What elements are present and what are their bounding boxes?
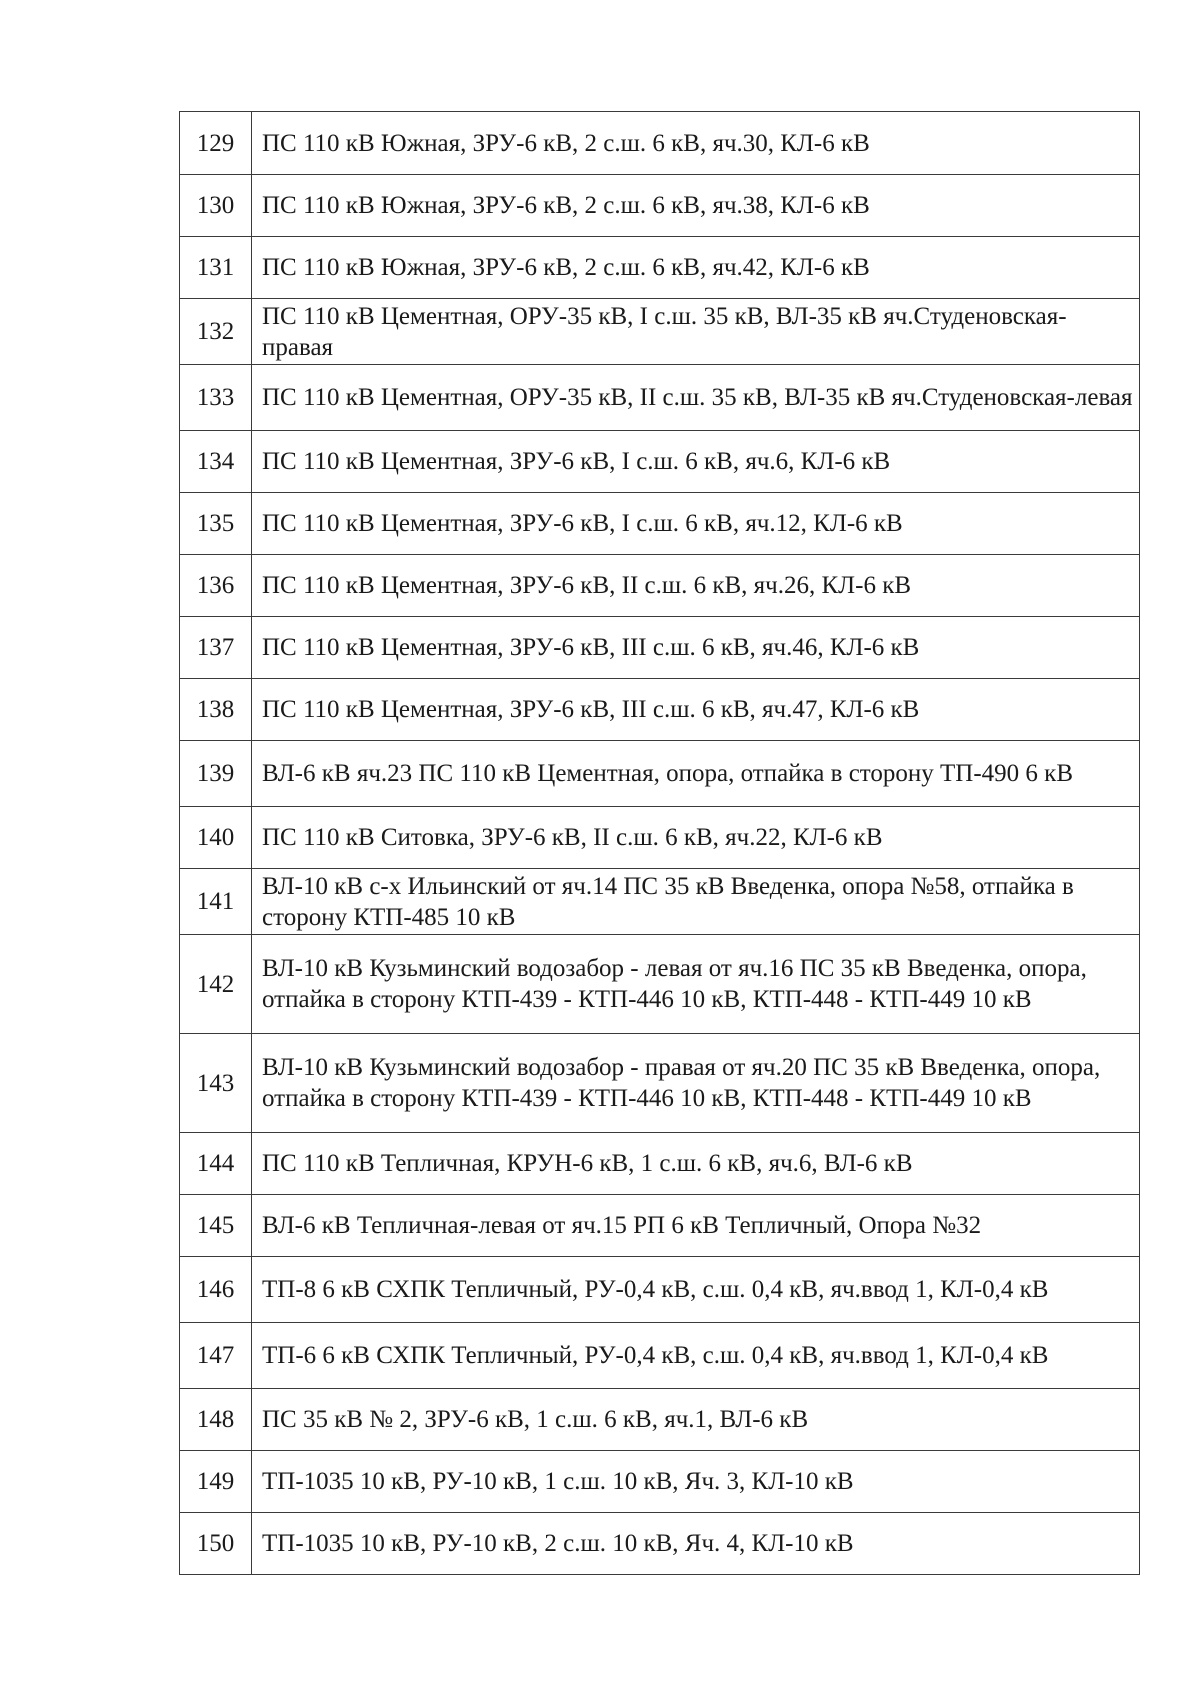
row-description: ВЛ-10 кВ с-х Ильинский от яч.14 ПС 35 кВ Введенка, опора №58, отпайка в сторону КТП-485 10 кВ <box>252 869 1140 935</box>
row-number: 139 <box>180 741 252 807</box>
row-number: 147 <box>180 1323 252 1389</box>
row-description: ВЛ-6 кВ яч.23 ПС 110 кВ Цементная, опора, отпайка в сторону ТП-490 6 кВ <box>252 741 1140 807</box>
row-number: 133 <box>180 365 252 431</box>
row-description: ПС 110 кВ Цементная, ЗРУ-6 кВ, I с.ш. 6 кВ, яч.6, КЛ-6 кВ <box>252 431 1140 493</box>
table-row <box>180 112 1140 175</box>
table-row <box>180 741 1140 807</box>
row-description: ПС 35 кВ № 2, ЗРУ-6 кВ, 1 с.ш. 6 кВ, яч.1, ВЛ-6 кВ <box>252 1389 1140 1451</box>
table-row <box>180 1389 1140 1451</box>
table-row <box>180 807 1140 869</box>
table-row <box>180 935 1140 1034</box>
row-description: ПС 110 кВ Южная, ЗРУ-6 кВ, 2 с.ш. 6 кВ, яч.30, КЛ-6 кВ <box>252 112 1140 175</box>
table-row <box>180 237 1140 299</box>
row-description: ВЛ-10 кВ Кузьминский водозабор - левая от яч.16 ПС 35 кВ Введенка, опора, отпайка в сторону КТП-439 - КТП-446 10 кВ, КТП-448 - КТП-449 10 кВ <box>252 935 1140 1034</box>
row-description: ПС 110 кВ Цементная, ЗРУ-6 кВ, III с.ш. 6 кВ, яч.46, КЛ-6 кВ <box>252 617 1140 679</box>
row-description: ВЛ-10 кВ Кузьминский водозабор - правая от яч.20 ПС 35 кВ Введенка, опора, отпайка в сторону КТП-439 - КТП-446 10 кВ, КТП-448 - КТП-449 10 кВ <box>252 1034 1140 1133</box>
row-number: 141 <box>180 869 252 935</box>
row-number: 145 <box>180 1195 252 1257</box>
row-description: ПС 110 кВ Тепличная, КРУН-6 кВ, 1 с.ш. 6 кВ, яч.6, ВЛ-6 кВ <box>252 1133 1140 1195</box>
row-number: 144 <box>180 1133 252 1195</box>
row-number: 132 <box>180 299 252 365</box>
row-number: 149 <box>180 1451 252 1513</box>
row-description: ТП-8 6 кВ СХПК Тепличный, РУ-0,4 кВ, с.ш. 0,4 кВ, яч.ввод 1, КЛ-0,4 кВ <box>252 1257 1140 1323</box>
table-row <box>180 299 1140 365</box>
table-row <box>180 493 1140 555</box>
table-row <box>180 365 1140 431</box>
table-row <box>180 617 1140 679</box>
row-description: ПС 110 кВ Южная, ЗРУ-6 кВ, 2 с.ш. 6 кВ, яч.38, КЛ-6 кВ <box>252 175 1140 237</box>
row-number: 136 <box>180 555 252 617</box>
table-row <box>180 431 1140 493</box>
table-row <box>180 869 1140 935</box>
row-number: 140 <box>180 807 252 869</box>
row-description: ПС 110 кВ Цементная, ЗРУ-6 кВ, II с.ш. 6 кВ, яч.26, КЛ-6 кВ <box>252 555 1140 617</box>
row-number: 137 <box>180 617 252 679</box>
row-number: 150 <box>180 1513 252 1575</box>
row-description: ПС 110 кВ Южная, ЗРУ-6 кВ, 2 с.ш. 6 кВ, яч.42, КЛ-6 кВ <box>252 237 1140 299</box>
row-description: ПС 110 кВ Цементная, ОРУ-35 кВ, II с.ш. 35 кВ, ВЛ-35 кВ яч.Студеновская-левая <box>252 365 1140 431</box>
row-number: 134 <box>180 431 252 493</box>
row-description: ТП-1035 10 кВ, РУ-10 кВ, 1 с.ш. 10 кВ, Яч. 3, КЛ-10 кВ <box>252 1451 1140 1513</box>
table-row <box>180 555 1140 617</box>
table-row <box>180 679 1140 741</box>
table-row <box>180 1195 1140 1257</box>
table-row <box>180 1257 1140 1323</box>
row-number: 130 <box>180 175 252 237</box>
row-number: 131 <box>180 237 252 299</box>
objects-table <box>179 111 1140 1575</box>
table-row <box>180 1451 1140 1513</box>
row-number: 146 <box>180 1257 252 1323</box>
row-number: 129 <box>180 112 252 175</box>
row-description: ПС 110 кВ Ситовка, ЗРУ-6 кВ, II с.ш. 6 кВ, яч.22, КЛ-6 кВ <box>252 807 1140 869</box>
table-row <box>180 1513 1140 1575</box>
table-row <box>180 1034 1140 1133</box>
row-number: 135 <box>180 493 252 555</box>
table-row <box>180 1133 1140 1195</box>
table-row <box>180 175 1140 237</box>
row-description: ТП-6 6 кВ СХПК Тепличный, РУ-0,4 кВ, с.ш. 0,4 кВ, яч.ввод 1, КЛ-0,4 кВ <box>252 1323 1140 1389</box>
table-row <box>180 1323 1140 1389</box>
row-description: ПС 110 кВ Цементная, ОРУ-35 кВ, I с.ш. 35 кВ, ВЛ-35 кВ яч.Студеновская-правая <box>252 299 1140 365</box>
row-number: 148 <box>180 1389 252 1451</box>
row-number: 138 <box>180 679 252 741</box>
row-number: 143 <box>180 1034 252 1133</box>
row-description: ПС 110 кВ Цементная, ЗРУ-6 кВ, I с.ш. 6 кВ, яч.12, КЛ-6 кВ <box>252 493 1140 555</box>
row-number: 142 <box>180 935 252 1034</box>
row-description: ТП-1035 10 кВ, РУ-10 кВ, 2 с.ш. 10 кВ, Яч. 4, КЛ-10 кВ <box>252 1513 1140 1575</box>
row-description: ВЛ-6 кВ Тепличная-левая от яч.15 РП 6 кВ Тепличный, Опора №32 <box>252 1195 1140 1257</box>
row-description: ПС 110 кВ Цементная, ЗРУ-6 кВ, III с.ш. 6 кВ, яч.47, КЛ-6 кВ <box>252 679 1140 741</box>
